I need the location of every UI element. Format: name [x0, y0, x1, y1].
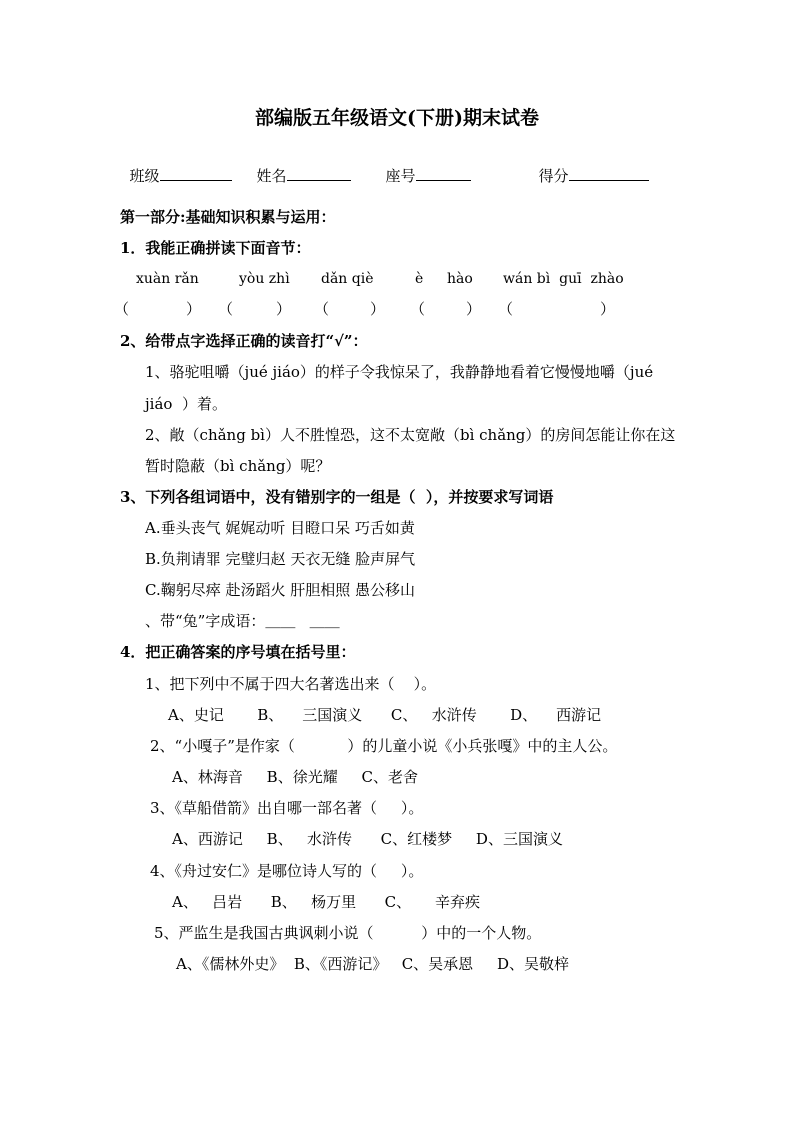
paren-open-5: （ [498, 300, 514, 318]
paren-close-5: ） [600, 300, 616, 318]
name-field [247, 146, 351, 186]
paren-open-1: （ [114, 300, 130, 318]
page-title: 部编版五年级语文(下册)期末试卷 [255, 107, 539, 129]
pinyin-3: dǎn qiè [321, 271, 374, 287]
seat-blank [416, 166, 471, 181]
q2-heading: 2、给带点字选择正确的读音打“√”： [120, 332, 368, 350]
seat-label: 座号 [385, 167, 416, 185]
paren-close-1: ） [186, 300, 202, 318]
class-label: 班级 [129, 167, 160, 185]
score-label: 得分 [538, 167, 569, 185]
paren-close-2: ） [276, 300, 292, 318]
q4-item3-options: A、西游记 B、 水浒传 C、红楼梦 D、三国演义 [172, 830, 563, 848]
q3-heading: 3、下列各组词语中，没有错别字的一组是（ ），并按要求写词语 [120, 488, 554, 506]
paren-open-2: （ [218, 300, 234, 318]
score-blank [569, 166, 649, 181]
pinyin-2: yòu zhì [239, 271, 290, 287]
part1-heading: 第一部分:基础知识积累与运用： [120, 208, 336, 226]
name-label: 姓名 [256, 167, 287, 185]
paren-open-3: （ [314, 300, 330, 318]
q2-item1-line1: 1、骆驼咀嚼（jué jiáo）的样子令我惊呆了，我静静地看着它慢慢地嚼（jué [145, 363, 654, 381]
seat-field [376, 146, 471, 186]
q4-item1-options: A、史记 B、 三国演义 C、 水浒传 D、 西游记 [168, 706, 602, 724]
pinyin-6: wán bì guī zhào [503, 271, 624, 287]
q2-item2-line1: 2、敞（chǎng bì）人不胜惶恐，这不太宽敞（bì chǎng）的房间怎能让你在这 [145, 426, 676, 444]
paren-close-4: ） [466, 300, 482, 318]
q4-item2-options: A、林海音 B、徐光耀 C、老舍 [172, 768, 419, 786]
q4-item5-stem: 5、严监生是我国古典讽刺小说（ ）中的一个人物。 [154, 924, 542, 942]
q4-item4-stem: 4、《舟过安仁》是哪位诗人写的（ ）。 [150, 862, 424, 880]
q4-item3-stem: 3、《草船借箭》出自哪一部名著（ ）。 [150, 799, 424, 817]
class-blank [160, 166, 232, 181]
q2-item2-line2: 暂时隐蔽（bì chǎng）呢？ [145, 457, 331, 475]
name-blank [287, 166, 351, 181]
pinyin-5: hào [447, 271, 473, 287]
q4-item1-stem: 1、把下列中不属于四大名著选出来（ ）。 [145, 675, 437, 693]
q3-option-c: C.鞠躬尽瘁 赴汤蹈火 肝胆相照 愚公移山 [145, 581, 416, 599]
pinyin-1: xuàn rǎn [136, 271, 199, 287]
q4-heading: 4．把正确答案的序号填在括号里： [120, 643, 356, 661]
q3-option-a: A.垂头丧气 娓娓动听 目瞪口呆 巧舌如黄 [145, 519, 415, 537]
q4-item4-options: A、 吕岩 B、 杨万里 C、 辛弃疾 [172, 893, 480, 911]
score-field [529, 146, 649, 186]
paren-close-3: ） [370, 300, 386, 318]
q3-option-b: B.负荆请罪 完璧归赵 天衣无缝 脸声屏气 [145, 550, 416, 568]
q2-item1-line2: jiáo ）着。 [145, 395, 227, 413]
q4-item5-options: A、《儒林外史》 B、《西游记》 C、吴承恩 D、吴敬梓 [176, 955, 570, 973]
q1-heading: 1．我能正确拼读下面音节： [120, 239, 311, 257]
q4-item2-stem: 2、“小嘎子”是作家（ ）的儿童小说《小兵张嘎》中的主人公。 [150, 737, 618, 755]
pinyin-4: è [415, 271, 424, 287]
paren-open-4: （ [410, 300, 426, 318]
class-field [120, 146, 232, 186]
q3-extra: 、带“兔”字成语：＿＿ ＿＿ [145, 612, 340, 630]
